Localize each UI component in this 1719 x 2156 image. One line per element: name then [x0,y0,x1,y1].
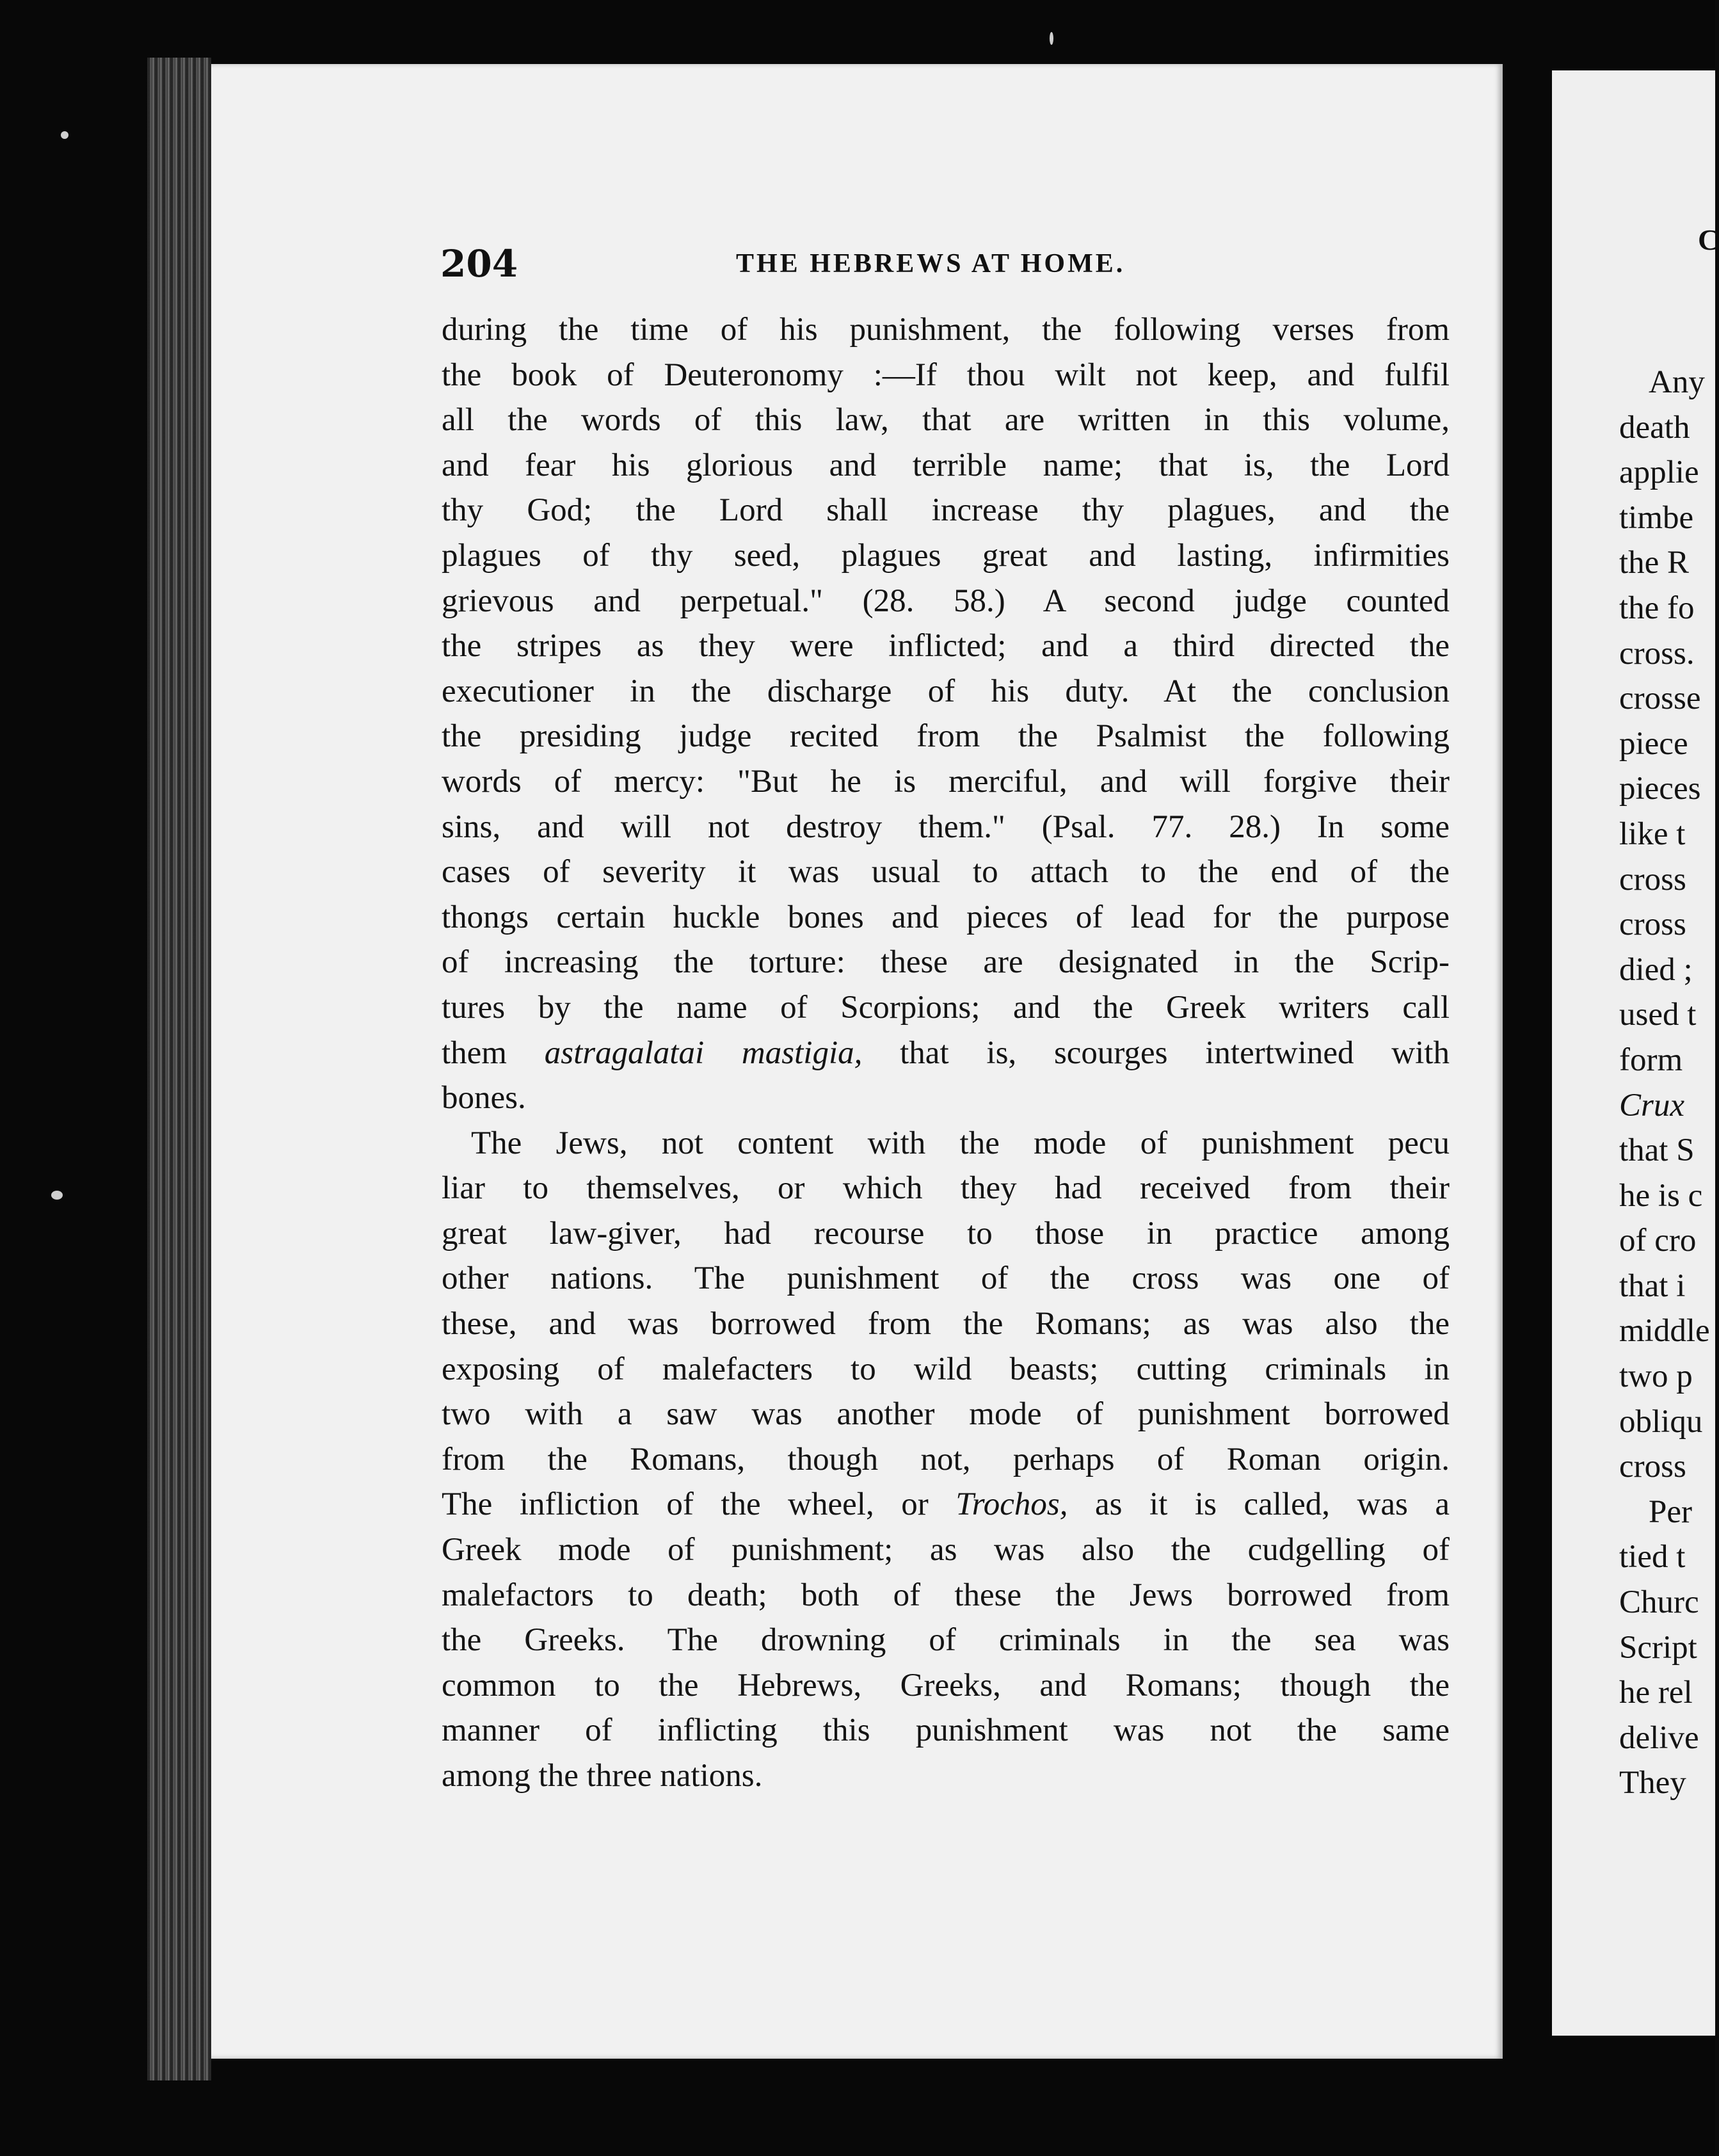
text-line: The Jews, not content with the mode of punishment pecu [471,1125,1450,1161]
text-line: cross [1619,861,1686,897]
text-line: cross [1619,906,1686,943]
text-line: two p [1619,1358,1693,1395]
right-page-text [1619,360,1710,1806]
text-line: sins, and will not destroy them." (Psal. 77. 28.) In some [442,808,1450,845]
text-line: manner of inflicting this punishment was not the same [442,1712,1450,1749]
text-line: these, and was borrowed from the Romans; as was also the [442,1306,1450,1342]
text-run: The infliction of the wheel, or [442,1486,956,1523]
text-line: that i [1619,1267,1686,1304]
text-run: that is, scourges intertwined with [862,1034,1450,1071]
text-line: Greek mode of punishment; as was also the cudgelling of [442,1532,1450,1568]
text-line: plagues of thy seed, plagues great and lasting, infirmities [442,537,1450,574]
text-line: Script [1619,1629,1697,1666]
text-line: death [1619,409,1690,446]
text-line: thongs certain huckle bones and pieces of lead for the purpose [442,899,1450,935]
text-line [1619,1083,1710,1129]
italic-term: astragalatai mastigia, [544,1034,863,1071]
text-line: Churc [1619,1584,1699,1621]
text-line: liar to themselves, or which they had received from their [442,1170,1450,1207]
text-line: They [1619,1765,1686,1801]
text-line: Per [1649,1493,1692,1530]
text-line [442,1031,1450,1076]
text-line: of cro [1619,1223,1697,1259]
text-line: words of mercy: "But he is merciful, and will forgive their [442,763,1450,800]
text-line: delive [1619,1719,1699,1756]
text-line: the Greeks. The drowning of criminals in the sea was [442,1622,1450,1659]
text-line: from the Romans, though not, perhaps of Roman origin. [442,1441,1450,1477]
text-line: the fo [1619,590,1695,626]
text-line: the R [1619,545,1690,581]
text-line: the presiding judge recited from the Psalmist the following [442,718,1450,755]
text-line: cross [1619,1449,1686,1485]
text-line: cross. [1619,635,1695,672]
text-line: executioner in the discharge of his duty. At the conclusion [442,673,1450,709]
text-line: he is c [1619,1177,1703,1214]
text-line: bones. [442,1080,526,1116]
text-line: obliqu [1619,1403,1703,1440]
text-line: exposing of malefacters to wild beasts; cutting criminals in [442,1351,1450,1387]
text-line: common to the Hebrews, Greeks, and Romans; though the [442,1667,1450,1703]
text-line: he rel [1619,1675,1693,1711]
scan-speck [61,131,68,139]
text-run: them [442,1034,545,1071]
text-line: two with a saw was another mode of punishment borrowed [442,1396,1450,1433]
text-line: tied t [1619,1539,1686,1575]
text-line: timbe [1619,499,1694,536]
text-line: applie [1619,455,1699,491]
text-line: other nations. The punishment of the cross was one of [442,1260,1450,1297]
text-line: and fear his glorious and terrible name; that is, the Lord [442,447,1450,483]
text-line: all the words of this law, that are written in this volume, [442,402,1450,438]
italic-term: Trochos, [955,1486,1068,1523]
text-line: used t [1619,997,1697,1033]
text-run: as it is called, was a [1067,1486,1450,1523]
body-text [442,307,1450,1799]
text-line: the book of Deuteronomy :—If thou wilt not keep, and fulfil [442,357,1450,393]
text-line: during the time of his punishment, the following verses from [442,312,1450,348]
scan-speck [51,1191,63,1200]
running-head [440,242,1445,293]
scan-speck [1050,32,1053,45]
text-line: thy God; the Lord shall increase thy plagues, and the [442,492,1450,529]
text-line: middle [1619,1313,1710,1349]
text-line: pieces [1619,771,1701,807]
text-line: great law-giver, had recourse to those in practice among [442,1215,1450,1251]
running-head-title: THE HEBREWS AT HOME. [736,249,1126,278]
text-line: grievous and perpetual." (28. 58.) A second judge counted [442,583,1450,619]
page-number: 204 [440,242,518,286]
text-line: like t [1619,816,1686,852]
text-line [442,1482,1450,1527]
text-line: Any [1649,364,1705,400]
text-line: malefactors to death; both of these the Jews borrowed from [442,1577,1450,1613]
book-page-edges [147,58,211,2080]
text-line: among the three nations. [442,1758,763,1794]
text-line: of increasing the torture: these are designated in the Scrip- [442,944,1450,981]
text-line: crosse [1619,680,1701,717]
text-line: cases of severity it was usual to attach to the end of the [442,854,1450,890]
text-line: tures by the name of Scorpions; and the Greek writers call [442,989,1450,1026]
text-line: died ; [1619,951,1693,988]
text-line: form [1619,1042,1683,1078]
right-page-head: C [1698,223,1719,256]
right-page [1552,70,1719,2036]
text-line: the stripes as they were inflicted; and a third directed the [442,628,1450,664]
italic-term: Crux [1619,1087,1684,1123]
text-line: that S [1619,1132,1695,1169]
text-line: piece [1619,725,1688,762]
